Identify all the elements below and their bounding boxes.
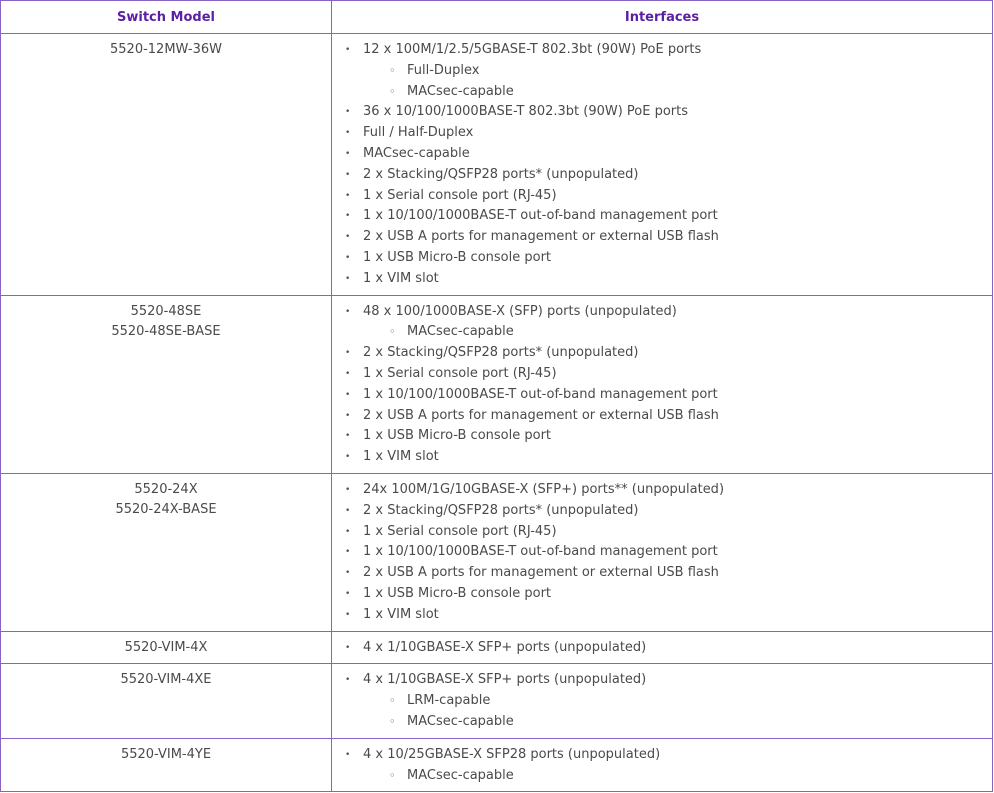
interface-item-text: 1 x USB Micro-B console port <box>363 249 552 265</box>
interface-item-text: 1 x VIM slot <box>363 270 439 286</box>
interface-item-text: 1 x VIM slot <box>363 449 439 465</box>
interfaces-cell <box>332 664 993 738</box>
switch-model-name: 5520-12MW-36W <box>110 42 222 57</box>
interfaces-cell <box>332 295 993 473</box>
interface-item <box>345 501 992 522</box>
interface-subitem: ◦ Full-Duplex <box>389 61 992 82</box>
interface-item <box>345 248 992 269</box>
interface-item <box>345 745 992 787</box>
interface-item <box>345 522 992 543</box>
interface-item <box>345 563 992 584</box>
interface-item-text: 1 x Serial console port (RJ-45) <box>363 187 557 203</box>
interface-item <box>345 269 992 290</box>
interface-item <box>345 102 992 123</box>
table-row <box>1 631 993 664</box>
interface-item-text: 36 x 10/100/1000BASE-T 802.3bt (90W) PoE ports <box>363 104 689 120</box>
interface-list <box>332 302 992 468</box>
interface-list <box>332 745 992 787</box>
interface-subitem: ◦ MACsec-capable <box>389 82 992 103</box>
interface-sublist <box>363 61 992 103</box>
header-switch-model: Switch Model <box>1 1 332 34</box>
switch-model-cell <box>1 34 332 296</box>
interface-item-text: 48 x 100/1000BASE-X (SFP) ports (unpopulated) <box>363 303 677 319</box>
table-row <box>1 738 993 792</box>
interface-item <box>345 227 992 248</box>
switch-model-cell <box>1 631 332 664</box>
interface-item-text: 2 x USB A ports for management or external USB flash <box>363 407 719 423</box>
switch-model-name: 5520-24X <box>134 481 198 497</box>
interface-list <box>332 480 992 626</box>
switch-model-name: 5520-VIM-4XE <box>120 672 212 688</box>
interface-item <box>345 584 992 605</box>
interface-subitem: ◦ LRM-capable <box>389 691 992 712</box>
interface-item-text: 1 x VIM slot <box>363 606 439 622</box>
interface-list <box>332 40 992 290</box>
interface-subitem: ◦ MACsec-capable <box>389 766 992 787</box>
interface-item <box>345 165 992 186</box>
table-body <box>1 34 993 792</box>
interface-list <box>332 670 992 732</box>
header-interfaces: Interfaces <box>332 1 993 34</box>
interface-item-text: 2 x Stacking/QSFP28 ports* (unpopulated) <box>363 502 639 518</box>
interface-item <box>345 123 992 144</box>
interface-item-text: 1 x Serial console port (RJ-45) <box>363 523 557 539</box>
interface-item <box>345 605 992 626</box>
interface-sublist <box>363 322 992 343</box>
interfaces-cell <box>332 34 993 296</box>
switch-model-name: 5520-48SE-BASE <box>111 323 221 339</box>
interfaces-cell <box>332 738 993 792</box>
interface-item-text: Full / Half-Duplex <box>363 125 474 141</box>
interface-item-text: 4 x 1/10GBASE-X SFP+ ports (unpopulated) <box>363 639 647 655</box>
interface-sublist <box>363 766 992 787</box>
interface-item-text: 2 x Stacking/QSFP28 ports* (unpopulated) <box>363 166 639 182</box>
switch-model-cell <box>1 664 332 738</box>
interface-item <box>345 426 992 447</box>
interface-item <box>345 144 992 165</box>
interface-list <box>332 638 992 659</box>
interface-item-text: 1 x 10/100/1000BASE-T out-of-band management port <box>363 208 718 224</box>
switch-model-name: 5520-VIM-4YE <box>120 746 212 762</box>
interface-item-text: 1 x 10/100/1000BASE-T out-of-band management port <box>363 544 718 560</box>
interface-item <box>345 343 992 364</box>
interface-item <box>345 385 992 406</box>
interface-item-text: 1 x USB Micro-B console port <box>363 585 552 601</box>
interface-item-text: 2 x USB A ports for management or external USB flash <box>363 565 719 581</box>
interface-item <box>345 364 992 385</box>
switch-model-name: 5520-24X-BASE <box>115 501 217 517</box>
table-header-row <box>1 1 993 34</box>
interface-item <box>345 406 992 427</box>
table-row <box>1 34 993 296</box>
interface-item <box>345 480 992 501</box>
switch-model-cell <box>1 295 332 473</box>
interfaces-cell <box>332 631 993 664</box>
interface-sublist <box>363 691 992 733</box>
interface-item-text: 12 x 100M/1/2.5/5GBASE-T 802.3bt (90W) PoE ports <box>363 42 702 57</box>
interface-item <box>345 40 992 102</box>
interface-item <box>345 302 992 344</box>
interface-item-text: 2 x USB A ports for management or external USB flash <box>363 229 719 245</box>
interface-item-text: 1 x 10/100/1000BASE-T out-of-band management port <box>363 386 718 402</box>
switch-model-cell <box>1 473 332 631</box>
table-row <box>1 664 993 738</box>
interface-subitem: ◦ MACsec-capable <box>389 712 992 733</box>
interface-item-text: 24x 100M/1G/10GBASE-X (SFP+) ports** (unpopulated) <box>363 481 725 497</box>
switch-model-cell <box>1 738 332 792</box>
interface-item <box>345 206 992 227</box>
interface-item-text: 2 x Stacking/QSFP28 ports* (unpopulated) <box>363 345 639 361</box>
interface-item-text: 4 x 1/10GBASE-X SFP+ ports (unpopulated) <box>363 672 647 688</box>
table-row <box>1 295 993 473</box>
interface-subitem: ◦ MACsec-capable <box>389 322 992 343</box>
interface-item-text: 1 x USB Micro-B console port <box>363 428 552 444</box>
interface-item-text: 1 x Serial console port (RJ-45) <box>363 365 557 381</box>
table-row <box>1 473 993 631</box>
interface-item <box>345 447 992 468</box>
interface-item <box>345 670 992 732</box>
interface-item-text: MACsec-capable <box>363 145 470 161</box>
interface-item <box>345 542 992 563</box>
interfaces-cell <box>332 473 993 631</box>
interface-item <box>345 638 992 659</box>
interface-item <box>345 186 992 207</box>
interface-item-text: 4 x 10/25GBASE-X SFP28 ports (unpopulated) <box>363 746 661 762</box>
switch-model-name: 5520-48SE <box>130 303 202 319</box>
switch-model-name: 5520-VIM-4X <box>124 639 208 655</box>
